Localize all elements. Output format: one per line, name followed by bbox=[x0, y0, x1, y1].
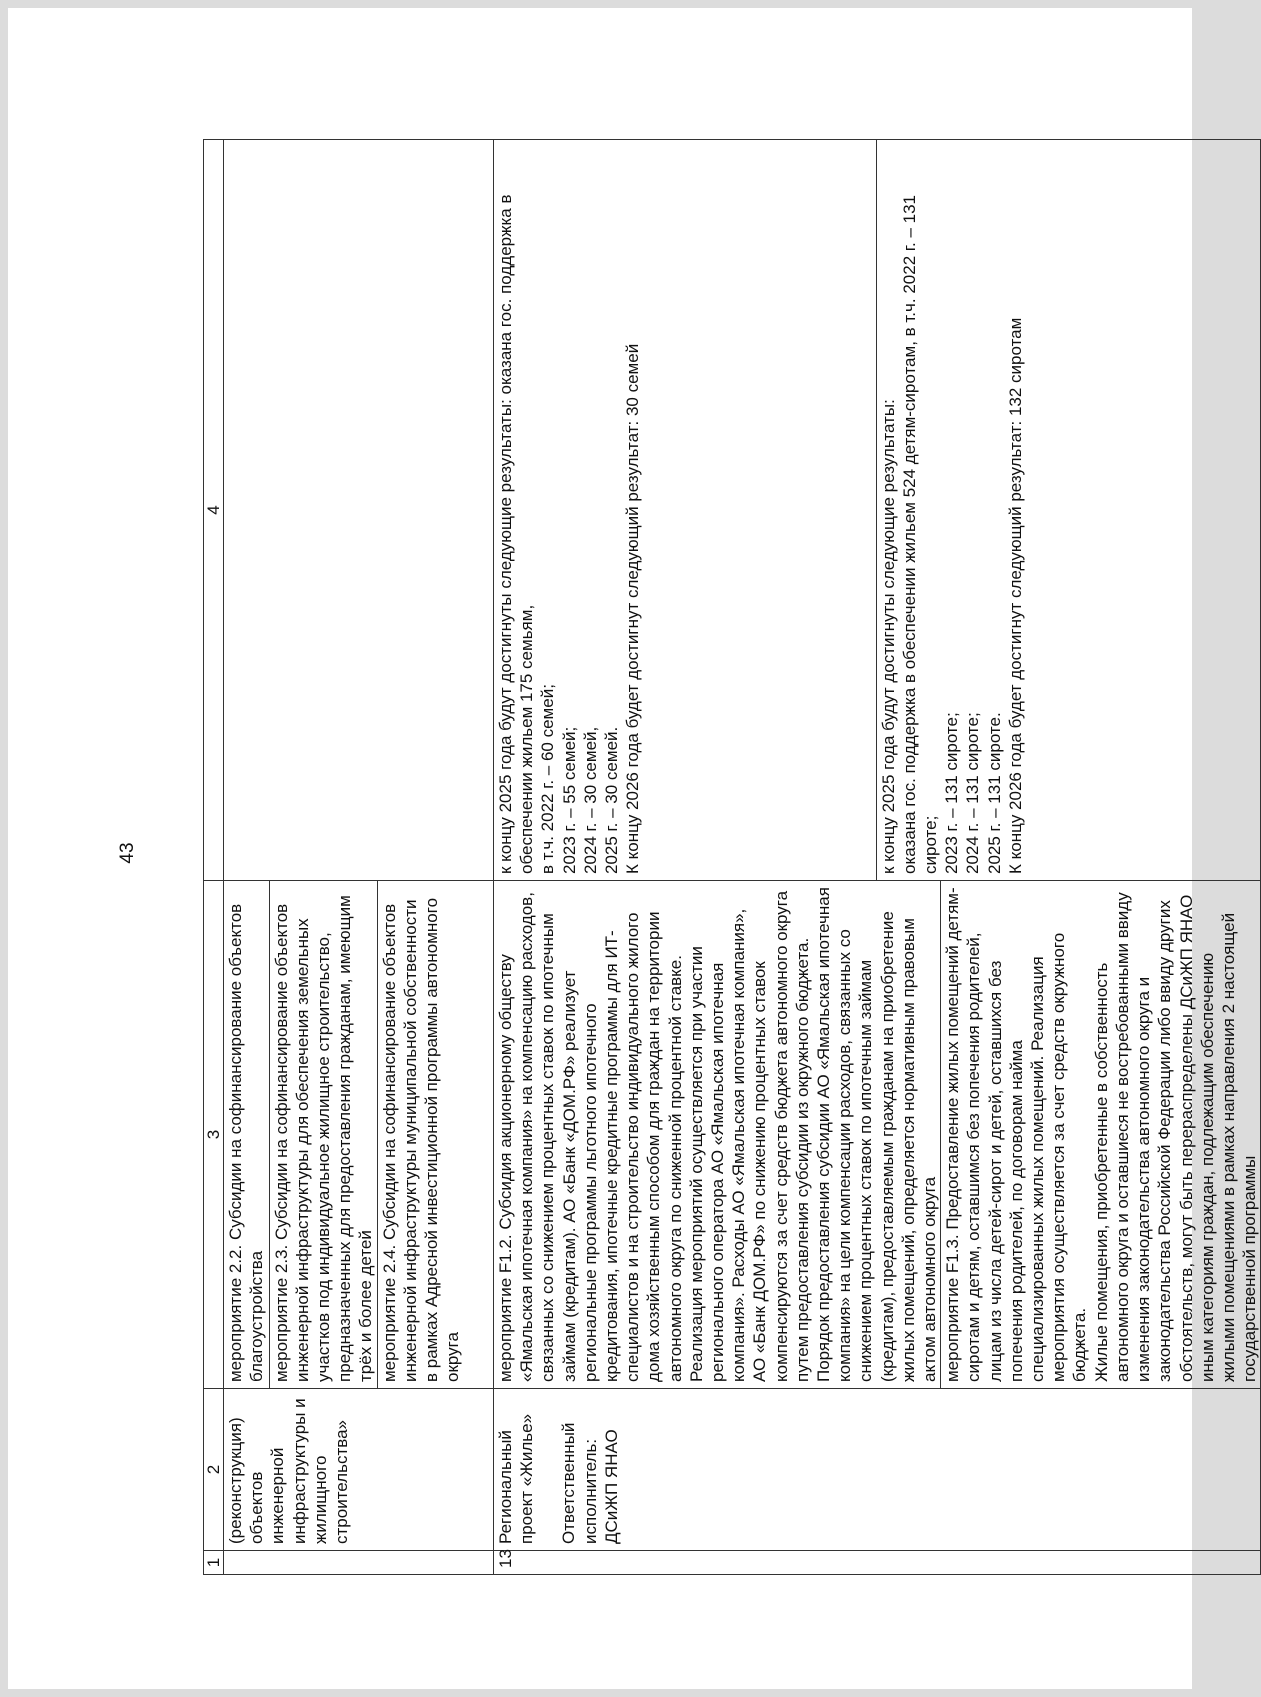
measures-subtable bbox=[494, 881, 1260, 1388]
measure-2-4: мероприятие 2.4. Субсидии на софинансирование объектов инженерной инфраструктуры муниципальной собственности в рамках Адресной инвестиционной программы автономного округа bbox=[377, 881, 493, 1388]
measures-cell bbox=[494, 881, 1261, 1389]
header-col-3: 3 bbox=[204, 881, 224, 1389]
header-row bbox=[204, 140, 224, 1575]
header-col-4: 4 bbox=[204, 140, 224, 881]
table-row bbox=[224, 140, 494, 1575]
responsible-executor: Ответственный исполнитель: ДСиЖП ЯНАО bbox=[559, 1422, 621, 1544]
program-table bbox=[203, 139, 1261, 1575]
project-name: Региональный проект «Жилье» bbox=[496, 1413, 537, 1544]
measures-subtable bbox=[224, 881, 493, 1388]
results-f1-3: к концу 2025 года будут достигнуты следующие результаты: оказана гос. поддержка в обеспечении жильем 524 детям-сиротам, в т.ч. 2022 г. – 131 сироте; 2023 г. – 131 сироте; 2024 г. – 131 сироте; 2025 г. – 131 сироте. К концу 2026 года будет достигнут следующий результат: 132 сиротам bbox=[876, 140, 1260, 880]
row-number-cell bbox=[224, 1551, 494, 1575]
results-f1-2: к концу 2025 года будут достигнуты следующие результаты: оказана гос. поддержка в обеспечении жильем 175 семьям, в т.ч. 2022 г. – 60 семей; 2023 г. – 55 семей; 2024 г. – 30 семей, 2025 г. – 30 семей. К концу 2026 года будет достигнут следующий результат: 30 семей bbox=[496, 194, 643, 874]
table-row bbox=[494, 140, 1261, 1575]
measure-2-2: мероприятие 2.2. Субсидии на софинансирование объектов благоустройства bbox=[226, 903, 267, 1382]
header-col-1: 1 bbox=[204, 1551, 224, 1575]
results-subtable bbox=[494, 140, 1260, 880]
measure-f1-3: мероприятие F1.3. Предоставление жилых помещений детям-сиротам и детям, оставшимся без попечения родителей, лицам из числа детей-сирот и детей, оставшихся без попечения родителей, по договорам найма специализированных жилых помещений. Реализация мероприятия осуществляется за счет средств окружного бюджета. Жилые помещения, приобретенные в собственность автономного округа и оставшиеся не востребованными ввиду изменения законодательства автономного округа и законодательства Российской Федерации либо ввиду других обстоятельств, могут быть перераспределены ДСиЖП ЯНАО иным категориям граждан, подлежащим обеспечению жилыми помещениями в рамках направления 2 настоящей государственной программы bbox=[941, 881, 1261, 1388]
program-table-rotated bbox=[203, 140, 1260, 1575]
project-cell bbox=[494, 1389, 1261, 1551]
results-cell bbox=[224, 140, 494, 881]
header-col-2: 2 bbox=[204, 1389, 224, 1551]
measure-f1-2: мероприятие F1.2. Субсидия акционерному обществу «Ямальская ипотечная компания» на компенсацию расходов, связанных со снижением процентных ставок по ипотечным займам (кредитам). АО «Банк «ДОМ.РФ» реализует региональные программы льготного ипотечного кредитования, ипотечные кредитные программы для ИТ-специалистов и на строительство индивидуального жилого дома хозяйственным способом для граждан на территории автономного округа по сниженной процентной ставке. Реализация мероприятий осуществляется при участии регионального оператора АО «Ямальская ипотечная компания». Расходы АО «Ямальская ипотечная компания», АО «Банк ДОМ.РФ» по снижению процентных ставок компенсируются за счет средств бюджета автономного округа путем предоставления субсидии из окружного бюджета. Порядок предоставления субсидии АО «Ямальская ипотечная компания» на цели компенсации расходов, связанных со снижением процентных ставок по ипотечным займам (кредитам), предоставляемым гражданам на приобретение жилых помещений, определяется нормативным правовым актом автономного округа bbox=[496, 887, 940, 1382]
results-cell bbox=[494, 140, 1261, 881]
measures-cell bbox=[224, 881, 494, 1389]
measure-2-3: мероприятие 2.3. Субсидии на софинансирование объектов инженерной инфраструктуры для обеспечения земельных участков под индивидуальное жилищное строительство, предназначенных для предоставления гражданам, имеющим трёх и более детей bbox=[269, 881, 377, 1388]
row-number-cell: 13 bbox=[494, 1551, 1261, 1575]
document-page bbox=[8, 8, 1260, 1689]
page-number: 43 bbox=[117, 842, 138, 864]
project-cell: (реконструкция) объектов инженерной инфраструктуры и жилищного строительства» bbox=[224, 1389, 494, 1551]
